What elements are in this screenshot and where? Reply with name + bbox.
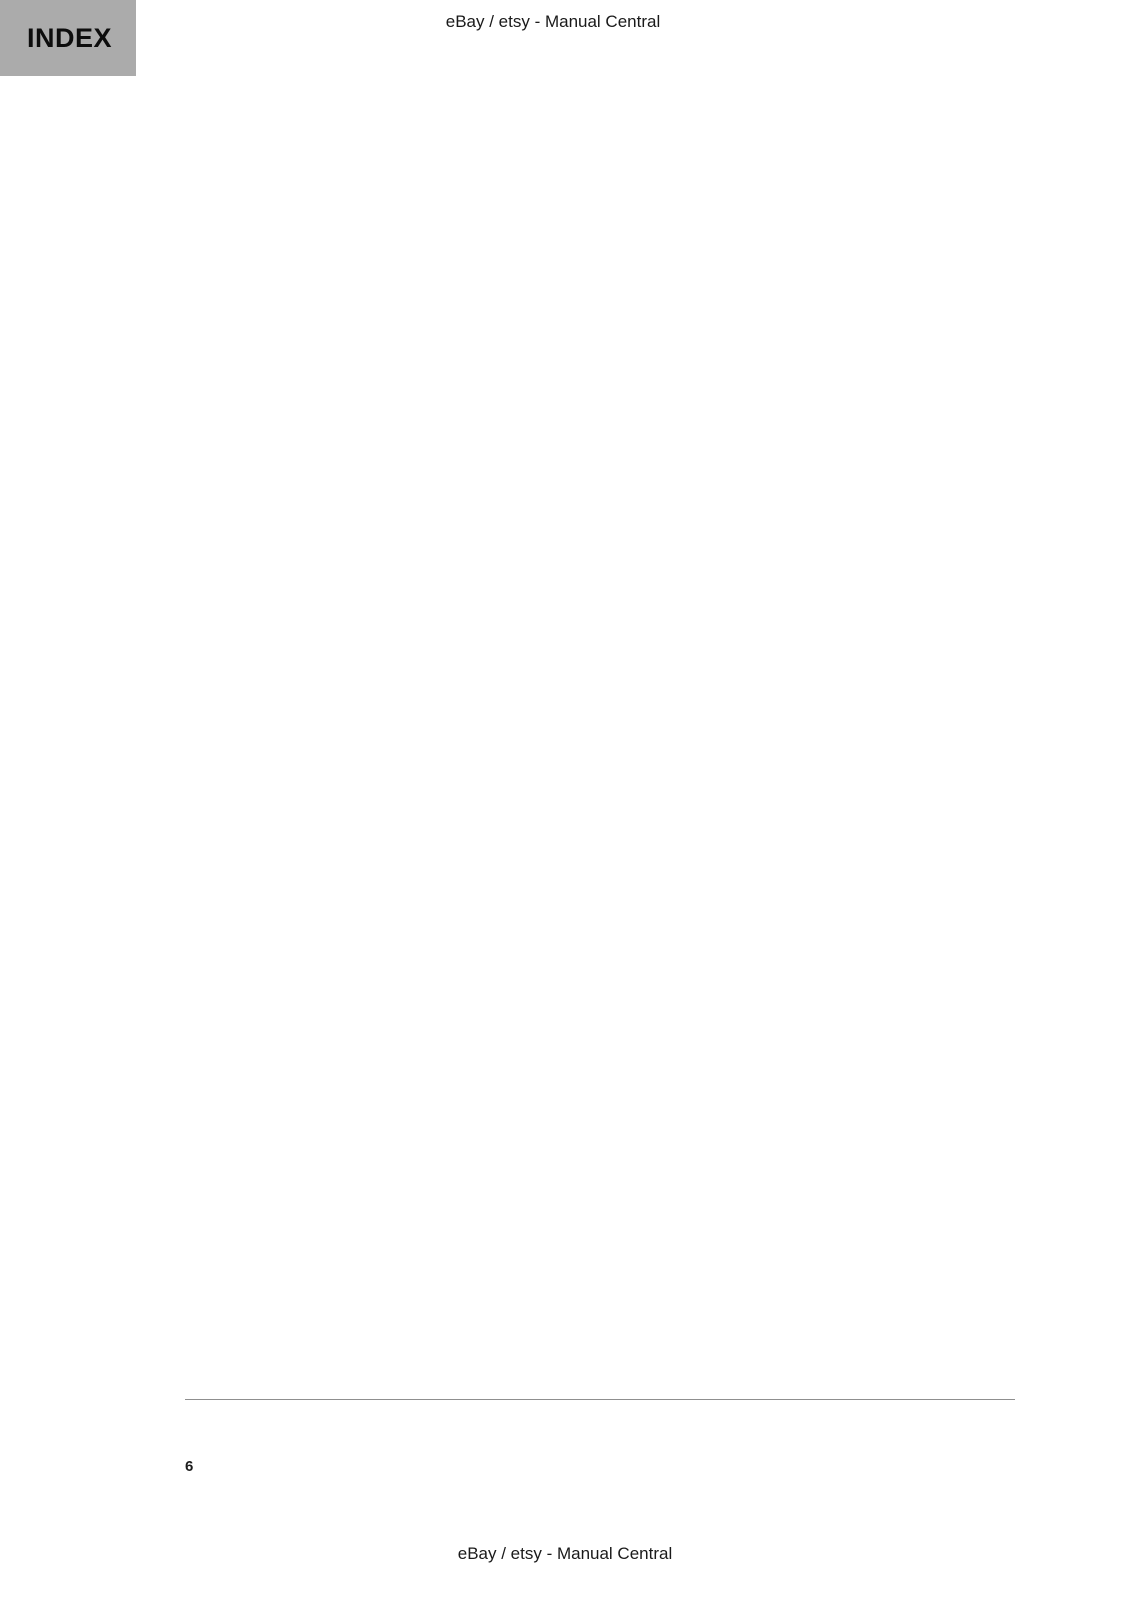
toc-entry-page: [185, 130, 1130, 1600]
toc-content: [185, 130, 1015, 1354]
footer-title: eBay / etsy - Manual Central: [457, 1544, 673, 1563]
header-title: eBay / etsy - Manual Central: [445, 12, 661, 31]
index-tab-label: INDEX: [27, 22, 113, 53]
page-number: 6: [185, 1458, 194, 1475]
toc-entry: [617, 295, 1015, 318]
footer-divider: [185, 1399, 1015, 1400]
toc-column-right: [617, 130, 1015, 318]
